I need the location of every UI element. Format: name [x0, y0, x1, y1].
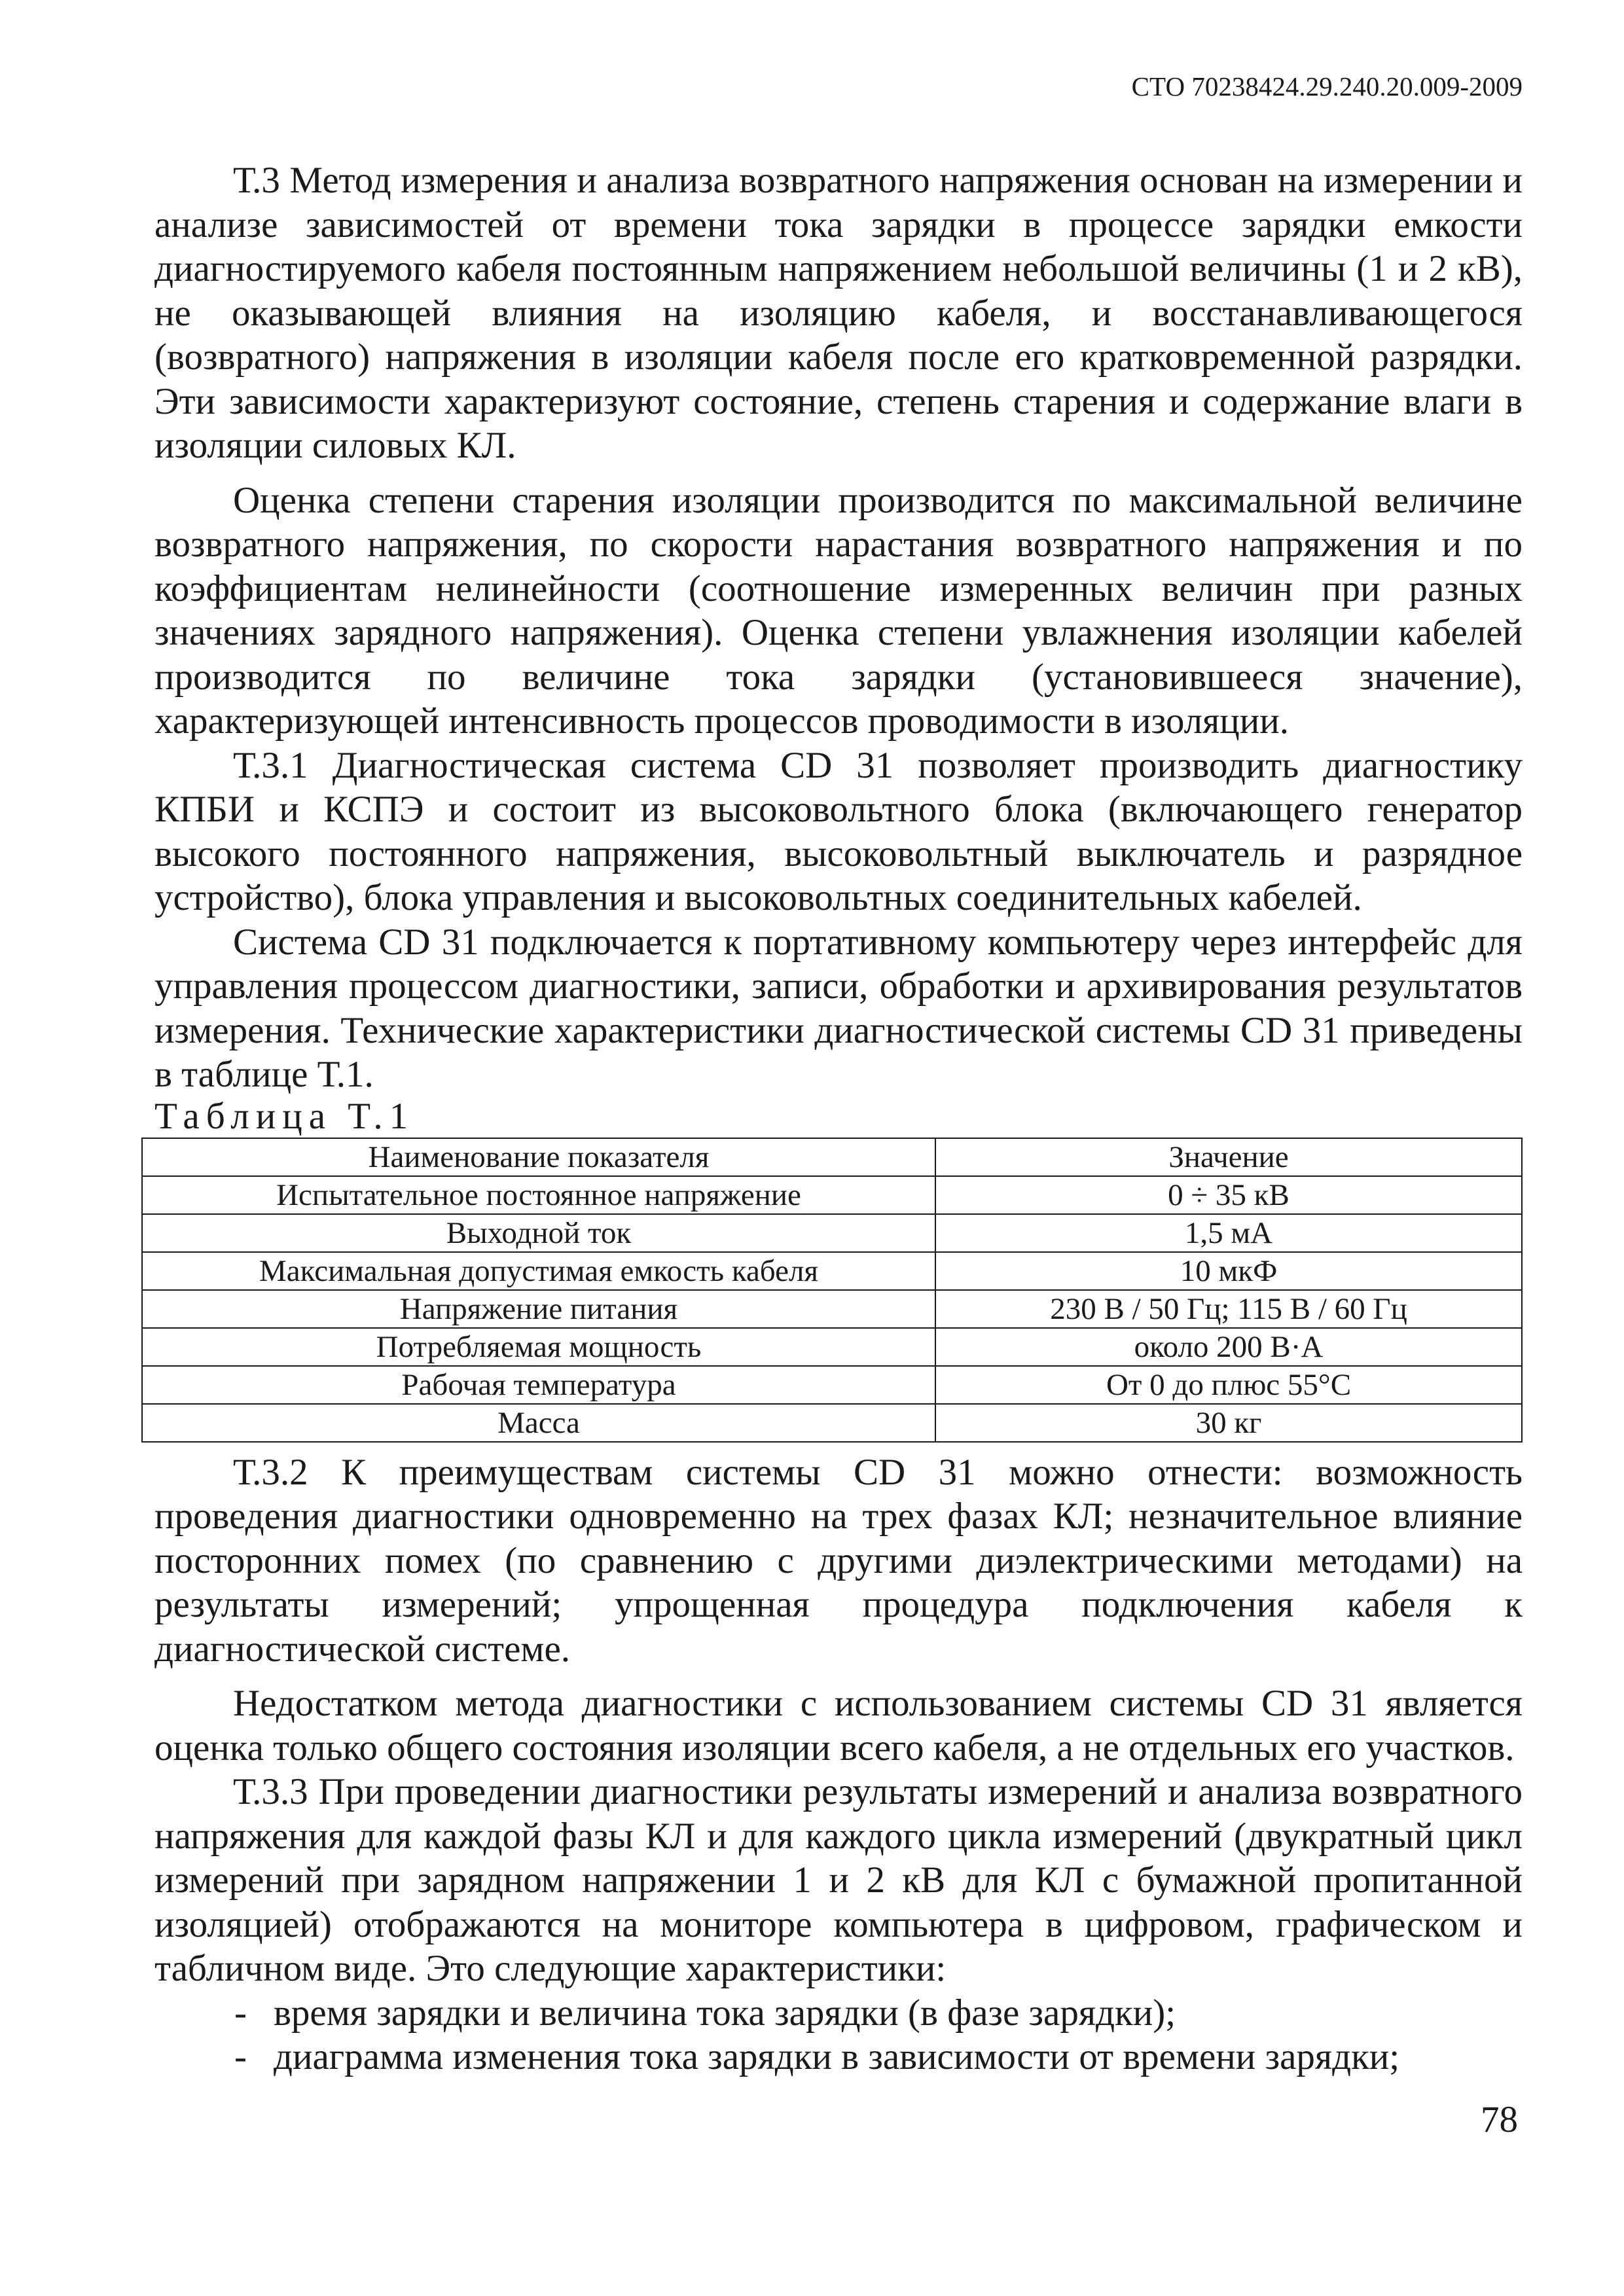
table-cell: 10 мкФ: [935, 1252, 1522, 1290]
table-cell: От 0 до плюс 55°С: [935, 1366, 1522, 1404]
page-body: [154, 158, 1523, 2079]
paragraph-t3-2: Т.3.2 К преимуществам системы CD 31 можно отнести: возможность проведения диагностики одновременно на трех фазах КЛ; незначительное влияние посторонних помех (по сравнению с другими диэлектрическими методами) на результаты измерений; упрощенная процедура подключения кабеля к диагностической системе.: [154, 1451, 1523, 1670]
table-row: [142, 1176, 1522, 1214]
specifications-table: [141, 1138, 1523, 1443]
paragraph-aging-assessment: Оценка степени старения изоляции производится по максимальной величине возвратного напряжения, по скорости нарастания возвратного напряжения и по коэффициентам нелинейности (соотношение измеренных величин при разных значениях зарядного напряжения). Оценка степени увлажнения изоляции кабелей производится по величине тока зарядки (установившееся значение), характеризующей интенсивность процессов проводимости в изоляции.: [154, 479, 1523, 742]
table-row: [142, 1290, 1522, 1328]
paragraph-t3: Т.3 Метод измерения и анализа возвратного напряжения основан на измерении и анализе зависимостей от времени тока зарядки в процессе зарядки емкости диагностируемого кабеля постоянным напряжением небольшой величины (1 и 2 кВ), не оказывающей влияния на изоляцию кабеля, и восстанавливающегося (возвратного) напряжения в изоляции кабеля после его кратковременной разрядки. Эти зависимости характеризуют состояние, степень старения и содержание влаги в изоляции силовых КЛ.: [154, 160, 1523, 466]
paragraph-cd31-connection: Система CD 31 подключается к портативному компьютеру через интерфейс для управления процессом диагностики, записи, обработки и архивирования результатов измерения. Технические характеристики диагностической системы CD 31 приведены в таблице Т.1.: [154, 921, 1523, 1095]
characteristics-list: [154, 1991, 1523, 2079]
table-row: [142, 1404, 1522, 1442]
table-cell: Масса: [142, 1404, 935, 1442]
table-row: [142, 1252, 1522, 1290]
list-item: - время зарядки и величина тока зарядки (в фазе зарядки);: [233, 1991, 1523, 2036]
table-header-cell: Наименование показателя: [142, 1138, 935, 1176]
table-cell: Испытательное постоянное напряжение: [142, 1176, 935, 1214]
table-cell: Максимальная допустимая емкость кабеля: [142, 1252, 935, 1290]
table-row: [142, 1366, 1522, 1404]
table-cell: Рабочая температура: [142, 1366, 935, 1404]
table-row: [142, 1214, 1522, 1252]
paragraph-t3-3: Т.3.3 При проведении диагностики результаты измерений и анализа возвратного напряжения для каждой фазы КЛ и для каждого цикла измерений (двукратный цикл измерений при зарядном напряжении 1 и 2 кВ для КЛ с бумажной пропитанной изоляцией) отображаются на мониторе компьютера в цифровом, графическом и табличном виде. Это следующие характеристики:: [154, 1771, 1523, 1989]
paragraph-disadvantage: Недостатком метода диагностики с использованием системы CD 31 является оценка только общего состояния изоляции всего кабеля, а не отдельных его участков.: [154, 1683, 1523, 1768]
document-code: СТО 70238424.29.240.20.009-2009: [1131, 71, 1523, 101]
paragraph-t3-1: Т.3.1 Диагностическая система CD 31 позволяет производить диагностику КПБИ и КСПЭ и состоит из высоковольтного блока (включающего генератор высокого постоянного напряжения, высоковольтный выключатель и разрядное устройство), блока управления и высоковольтных соединительных кабелей.: [154, 744, 1523, 918]
page-number: 78: [1481, 2099, 1518, 2140]
table-cell: около 200 В·А: [935, 1328, 1522, 1366]
table-row: [142, 1328, 1522, 1366]
table-cell: 1,5 мА: [935, 1214, 1522, 1252]
table-cell: 230 В / 50 Гц; 115 В / 60 Гц: [935, 1290, 1522, 1328]
list-item: - диаграмма изменения тока зарядки в зависимости от времени зарядки;: [233, 2035, 1523, 2079]
table-header-row: [142, 1138, 1522, 1176]
table-cell: Потребляемая мощность: [142, 1328, 935, 1366]
table-cell: Напряжение питания: [142, 1290, 935, 1328]
table-cell: Выходной ток: [142, 1214, 935, 1252]
table-header-cell: Значение: [935, 1138, 1522, 1176]
table-cell: 30 кг: [935, 1404, 1522, 1442]
table-cell: 0 ÷ 35 кВ: [935, 1176, 1522, 1214]
table-caption: Таблица Т.1: [154, 1095, 415, 1137]
